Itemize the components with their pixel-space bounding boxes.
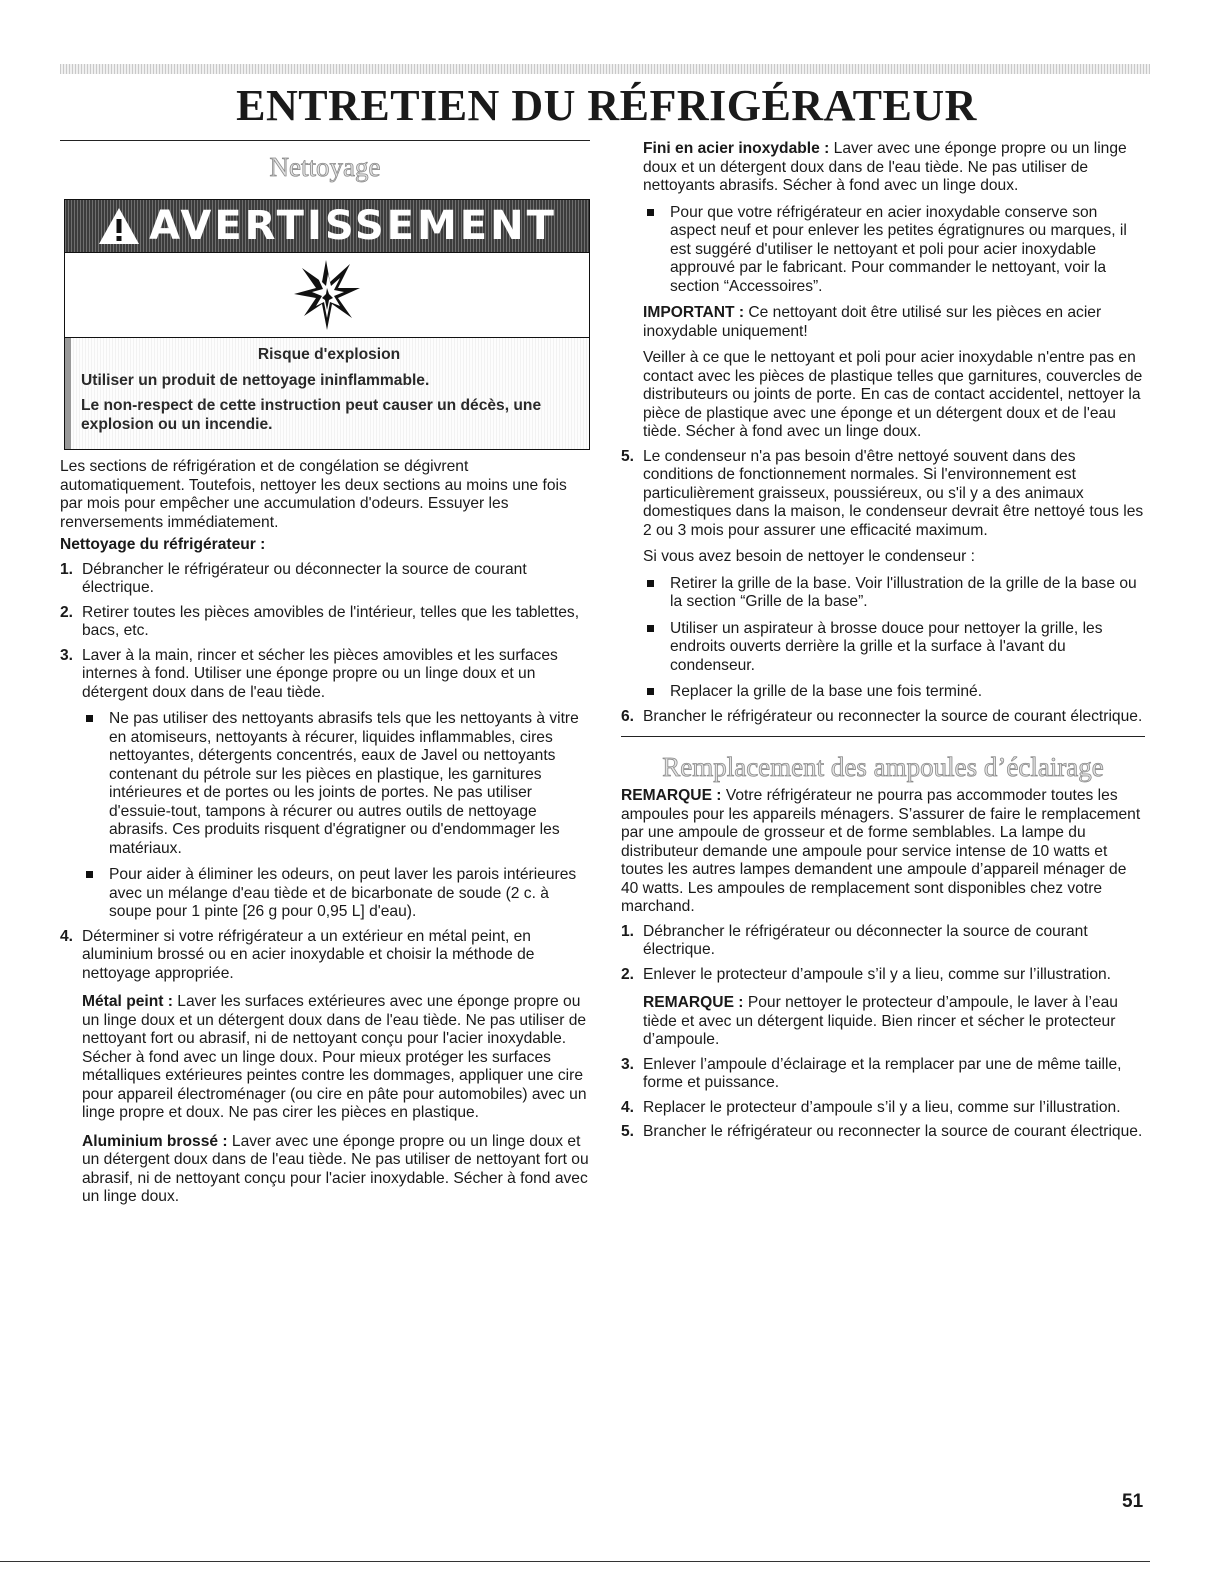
section-heading-nettoyage: Nettoyage (269, 152, 381, 182)
remarque-2-text: Pour nettoyer le protecteur d’ampoule, le laver à l’eau tiède et avec un détergent liquide. Bien rincer et sécher le protecteur d’ampoule. (643, 994, 1118, 1048)
remarque-text: Votre réfrigérateur ne pourra pas accommoder toutes les ampoules pour les appareils ménagers. S’assurer de faire le remplacement par une ampoule de grosseur et de forme semblables. La lampe du distributeur demande une ampoule pour service intense de 10 watts et toutes les autres lampes demandent une ampoule d’appareil ménager de 40 watts. Les ampoules de remplacement sont disponibles chez votre marchand. (621, 787, 1141, 915)
cleaning-subheading: Nettoyage du réfrigérateur : (60, 536, 266, 553)
step-text: Enlever le protecteur d’ampoule s’il y a lieu, comme sur l’illustration. (643, 965, 1112, 983)
step-item (60, 561, 590, 598)
step-item (621, 1056, 1145, 1093)
step-item (621, 1123, 1145, 1142)
bullet-square-icon (647, 625, 654, 632)
warning-text-area (65, 338, 589, 449)
warning-line-1: Utiliser un produit de nettoyage ininflammable. (81, 371, 430, 389)
important-paragraph (643, 304, 1145, 341)
condenser-steps (621, 448, 1145, 727)
warning-triangle-icon (97, 206, 141, 246)
stainless-steel-label: Fini en acier inoxydable : (643, 140, 830, 157)
step-number: 4. (60, 927, 74, 945)
page-title: ENTRETIEN DU RÉFRIGÉRATEUR (236, 81, 977, 130)
section-rule (60, 140, 590, 141)
step-text: Brancher le réfrigérateur ou reconnecter la source de courant électrique. (643, 1123, 1143, 1140)
bullet-text: Retirer la grille de la base. Voir l'illustration de la grille de la base ou la section “Grille de la base”. (670, 574, 1137, 610)
step-item (60, 928, 590, 1207)
cleaning-steps (60, 561, 590, 1207)
top-decorative-band (60, 64, 1150, 74)
step-number: 2. (60, 603, 74, 621)
step-number: 6. (621, 707, 635, 725)
step-number: 3. (60, 646, 74, 664)
remarque-2-label: REMARQUE : (643, 994, 744, 1011)
warning-line-2: Le non-respect de cette instruction peut causer un décès, une explosion ou un incendie. (81, 397, 542, 433)
condenser-bullets (643, 575, 1145, 702)
intro-paragraph: Les sections de réfrigération et de congélation se dégivrent automatiquement. Toutefois, nettoyer les deux sections au moins une fois par mois pour empêcher une accumulation d'odeurs. Essuyer les renversements immédiatement. (60, 458, 567, 531)
brushed-aluminium-paragraph (82, 1133, 590, 1207)
step-number: 5. (621, 1123, 635, 1140)
section-rule (621, 736, 1145, 737)
bullet-square-icon (86, 715, 93, 722)
bullet-item (643, 204, 1145, 297)
step-item (621, 1099, 1145, 1118)
section-heading-light-bulbs: Remplacement des ampoules d’éclairage (662, 752, 1104, 782)
step-item (621, 448, 1145, 702)
warning-heading: Risque d'explosion (257, 346, 401, 363)
brushed-aluminium-text: Laver avec une éponge propre ou un linge doux et un détergent doux dans de l'eau tiède. Ne pas utiliser de nettoyant fort ou abrasif, ni de nettoyant conçu pour l'acier inoxydable. Sécher à fond avec un linge doux. (82, 1132, 589, 1205)
painted-metal-text: Laver les surfaces extérieures avec une éponge propre ou un linge doux et un détergent doux dans de l'eau tiède. Ne pas utiliser de nettoyant fort ou abrasif, ni de nettoyant conçu pour l'acier inoxydable. Sécher à fond avec un linge doux. Pour mieux protéger les surfaces métalliques extérieures peintes contre les dommages, appliquer une cire pour appareil électroménager (ou cire en pâte pour automobiles) avec un linge propre et doux. Ne pas cirer les pièces en plastique. (82, 993, 587, 1121)
step-3-bullets (82, 710, 590, 922)
step-text: Replacer le protecteur d’ampoule s’il y a lieu, comme sur l’illustration. (643, 1098, 1121, 1116)
warning-box (64, 199, 590, 450)
warning-icon-row (65, 253, 589, 338)
bullet-item (82, 866, 590, 922)
remarque-paragraph (621, 787, 1145, 917)
painted-metal-label: Métal peint : (82, 993, 173, 1010)
step-item (621, 708, 1145, 727)
bullet-text: Ne pas utiliser des nettoyants abrasifs tels que les nettoyants à vitre en atomiseurs, nettoyants à récurer, liquides inflammables, cires nettoyantes, détergents concentrés, eaux de Javel ou nettoyants contenant du pétrole sur les pièces en plastique, les garnitures intérieures et de portes ou les joints de portes. Ne pas utiliser d'essuie-tout, tampons à récurer ou autres outils de nettoyage abrasifs. Ces produits risquent d'égratigner ou d'endommager les matériaux. (109, 710, 579, 857)
steel-bullets (643, 204, 1145, 297)
stainless-steel-paragraph (643, 140, 1145, 196)
page-number: 51 (1122, 1491, 1144, 1512)
bullet-item (82, 710, 590, 858)
important-text: Ce nettoyant doit être utilisé sur les pièces en acier inoxydable uniquement! (643, 304, 1102, 340)
warning-banner-text: AVERTISSEMENT (149, 202, 557, 249)
bullet-text: Utiliser un aspirateur à brosse douce pour nettoyer la grille, les endroits ouverts derrière la grille et la surface à l'avant du condenseur. (670, 619, 1103, 674)
bullet-item (643, 575, 1145, 612)
condenser-subtext: Si vous avez besoin de nettoyer le condenseur : (643, 548, 976, 565)
left-column (60, 140, 590, 1207)
steel-block (621, 140, 1145, 442)
remarque-2-paragraph (643, 994, 1145, 1050)
painted-metal-paragraph (82, 993, 590, 1123)
step-number: 5. (621, 447, 635, 465)
step-number: 2. (621, 965, 635, 983)
important-label: IMPORTANT : (643, 304, 745, 321)
step-item (60, 604, 590, 641)
step-text: Déterminer si votre réfrigérateur a un extérieur en métal peint, en aluminium brossé ou en acier inoxydable et choisir la méthode de nettoyage appropriée. (82, 927, 535, 982)
bullet-item (643, 620, 1145, 676)
step-number: 4. (621, 1098, 635, 1116)
bullet-text: Pour que votre réfrigérateur en acier inoxydable conserve son aspect neuf et pour enlever les petites égratignures ou marques, il est suggéré d'utiliser le nettoyant et poli pour acier inoxydable approuvé par le fabricant. Pour commander le nettoyant, voir la section “Accessoires”. (670, 203, 1127, 295)
bullet-text: Pour aider à éliminer les odeurs, on peut laver les parois intérieures avec un mélange d'eau tiède et de bicarbonate de soude (2 c. à soupe pour 1 pinte [26 g pour 0,95 L] d'eau). (109, 866, 577, 920)
step-text: Enlever l’ampoule d’éclairage et la remplacer par une de même taille, forme et puissance. (643, 1055, 1122, 1091)
step-item (60, 647, 590, 922)
explosion-icon (292, 258, 362, 332)
step-number: 3. (621, 1055, 635, 1073)
step-number: 1. (60, 560, 74, 578)
bullet-item (643, 683, 1145, 702)
stainless-steel-text: Laver avec une éponge propre ou un linge doux et un détergent doux dans de l'eau tiède. Ne pas utiliser de nettoyants abrasifs. Sécher à fond avec un linge doux. (643, 140, 1127, 194)
step-text: Débrancher le réfrigérateur ou déconnecter la source de courant électrique. (643, 922, 1088, 958)
right-column (621, 140, 1145, 1142)
veiller-paragraph: Veiller à ce que le nettoyant et poli pour acier inoxydable n'entre pas en contact avec les pièces de plastique telles que garnitures, couvercles de distributeurs ou joints de porte. En cas de contact accidentel, nettoyer la pièce de plastique avec une éponge et un détergent doux et de l'eau tiède. Sécher à fond avec un linge doux. (643, 349, 1143, 440)
bullet-square-icon (647, 688, 654, 695)
bullet-square-icon (86, 871, 93, 878)
step-text: Brancher le réfrigérateur ou reconnecter la source de courant électrique. (643, 707, 1143, 725)
step-item (621, 923, 1145, 960)
bottom-rule (0, 1561, 1150, 1562)
step-number: 1. (621, 922, 635, 940)
bullet-square-icon (647, 209, 654, 216)
step-item (621, 966, 1145, 1050)
bullet-text: Replacer la grille de la base une fois terminé. (670, 683, 983, 700)
remarque-label: REMARQUE : (621, 787, 722, 804)
bullet-square-icon (647, 580, 654, 587)
warning-banner (65, 200, 589, 253)
step-text: Retirer toutes les pièces amovibles de l'intérieur, telles que les tablettes, bacs, etc. (82, 603, 580, 639)
step-text: Débrancher le réfrigérateur ou déconnecter la source de courant électrique. (82, 560, 527, 596)
bulb-steps (621, 923, 1145, 1142)
brushed-aluminium-label: Aluminium brossé : (82, 1132, 228, 1150)
step-text: Laver à la main, rincer et sécher les pièces amovibles et les surfaces internes à fond. Utiliser une éponge propre ou un linge doux et un détergent doux dans de l'eau tiède. (82, 646, 558, 701)
step-text: Le condenseur n'a pas besoin d'être nettoyé souvent dans des conditions de fonctionnement normales. Si l'environnement est particulièrement graisseux, poussiéreux, ou s'il y a des animaux domestiques dans la maison, le condenseur devrait être nettoyé tous les 2 ou 3 mois pour assurer une efficacité maximum. (643, 447, 1144, 539)
